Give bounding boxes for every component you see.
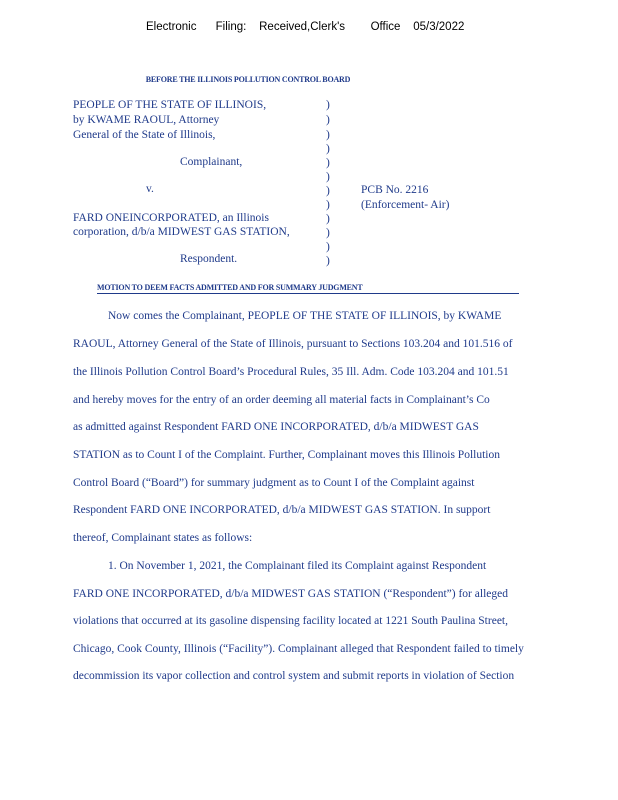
body-line: STATION as to Count I of the Complaint. Further, Complainant moves this Illinois Pollution: [73, 449, 500, 461]
plaintiff-line: General of the State of Illinois,: [73, 129, 216, 141]
caption-parenthesis: ): [326, 185, 330, 197]
body-line: Respondent FARD ONE INCORPORATED, d/b/a MIDWEST GAS STATION. In support: [73, 504, 491, 516]
body-line: the Illinois Pollution Control Board’s Procedural Rules, 35 Ill. Adm. Code 103.204 and 101.51: [73, 366, 509, 378]
motion-title: MOTION TO DEEM FACTS ADMITTED AND FOR SUMMARY JUDGMENT: [97, 283, 519, 294]
body-line: violations that occurred at its gasoline dispensing facility located at 1221 South Paulina Street,: [73, 615, 508, 627]
caption-parenthesis: ): [326, 227, 330, 239]
body-line: Control Board (“Board”) for summary judgment as to Count I of the Complaint against: [73, 477, 475, 489]
plaintiff-line: by KWAME RAOUL, Attorney: [73, 114, 220, 126]
caption-parenthesis: ): [326, 114, 330, 126]
caption-parenthesis: ): [326, 255, 330, 267]
body-line: RAOUL, Attorney General of the State of Illinois, pursuant to Sections 103.204 and 101.516 of: [73, 338, 513, 350]
caption-parenthesis: ): [326, 157, 330, 169]
case-type: (Enforcement- Air): [361, 199, 450, 211]
plaintiff-line: PEOPLE OF THE STATE OF ILLINOIS,: [73, 99, 267, 111]
caption-parenthesis: ): [326, 129, 330, 141]
defendant-line: corporation, d/b/a MIDWEST GAS STATION,: [73, 226, 290, 238]
case-number: PCB No. 2216: [361, 184, 429, 196]
caption-parenthesis: ): [326, 99, 330, 111]
board-heading: BEFORE THE ILLINOIS POLLUTION CONTROL BOARD: [145, 75, 351, 84]
caption-parenthesis: ): [326, 171, 330, 183]
body-line: FARD ONE INCORPORATED, d/b/a MIDWEST GAS STATION (“Respondent”) for alleged: [73, 588, 508, 600]
versus-label: v.: [146, 183, 154, 195]
body-line: Now comes the Complainant, PEOPLE OF THE STATE OF ILLINOIS, by KWAME: [108, 310, 502, 322]
caption-parenthesis: ): [326, 199, 330, 211]
body-line: and hereby moves for the entry of an order deeming all material facts in Complainant’s Co: [73, 394, 490, 406]
complainant-label: Complainant,: [180, 156, 243, 168]
body-line: decommission its vapor collection and control system and submit reports in violation of Section: [73, 670, 515, 682]
body-line: thereof, Complainant states as follows:: [73, 532, 253, 544]
caption-parenthesis: ): [326, 213, 330, 225]
respondent-label: Respondent.: [180, 253, 238, 265]
body-line: Chicago, Cook County, Illinois (“Facility”). Complainant alleged that Respondent failed to timely: [73, 643, 524, 655]
body-line: as admitted against Respondent FARD ONE INCORPORATED, d/b/a MIDWEST GAS: [73, 421, 479, 433]
defendant-line: FARD ONEINCORPORATED, an Illinois: [73, 212, 269, 224]
numbered-paragraph-line: 1. On November 1, 2021, the Complainant filed its Complaint against Respondent: [108, 560, 487, 572]
filing-stamp: Electronic Filing: Received,Clerk's Office 05/3/2022: [146, 21, 465, 33]
caption-parenthesis: ): [326, 241, 330, 253]
caption-parenthesis: ): [326, 143, 330, 155]
